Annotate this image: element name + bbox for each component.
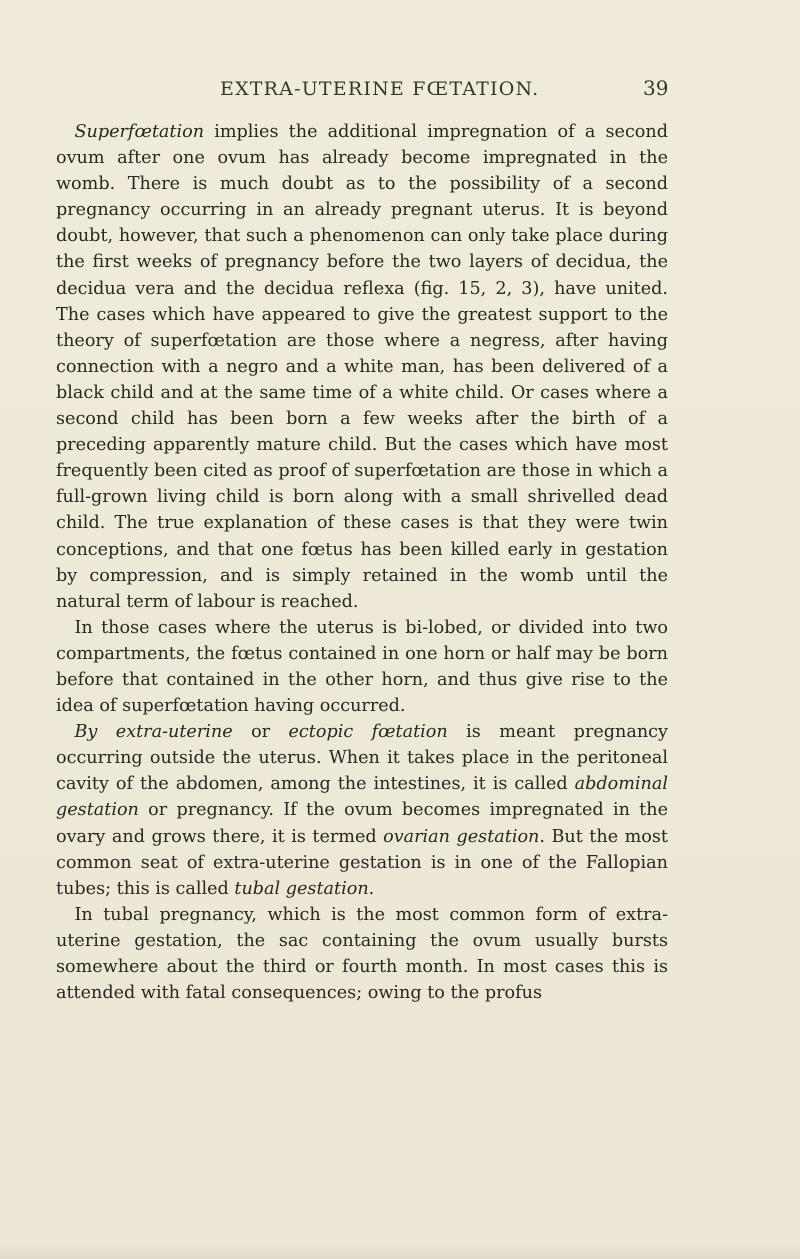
running-head: EXTRA-UTERINE FŒTATION.	[220, 78, 540, 100]
paragraph-text: .	[368, 878, 375, 899]
term-extra-uterine: By extra-uterine	[74, 722, 233, 743]
paragraph-bilobed-uterus: In those cases where the uterus is bi-lobed, or divided into two compartments, the fœtus contained in one horn or half may be born before that contained in the other horn, and thus give rise to the idea of superfœtation having occurred.	[56, 617, 668, 717]
body-text	[56, 119, 668, 1006]
paragraph-text: or	[232, 722, 289, 743]
term-ovarian-gestation: ovarian gestation	[383, 826, 540, 847]
paragraph-tubal-pregnancy: In tubal pregnancy, which is the most common form of extra-uterine gestation, the sac containing the ovum usually bursts somewhere about the third or fourth month. In most cases this is attended with fatal consequences; owing to the profus	[56, 904, 668, 1004]
paragraph-extra-uterine	[56, 719, 668, 902]
term-ectopic-foetation: ectopic fœtation	[288, 722, 448, 743]
paragraph-superfoetation	[56, 119, 668, 615]
scan-edge	[0, 1245, 800, 1259]
paragraph-text: or pregnancy. If the ovum becomes impregnated in the ovary and grows there, it is termed	[56, 800, 668, 847]
paragraph-text: is meant pregnancy occurring outside the uterus. When it takes place in the peritoneal cavity of the abdomen, among the intestines, it is called	[56, 722, 668, 795]
page-number: 39	[643, 76, 669, 100]
paragraph-text: implies the additional impregnation of a second ovum after one ovum has already become impregnated in the womb. There is much doubt as to the possibility of a second pregnancy occurring in an already pregnant uterus. It is beyond doubt, however, that such a phenomenon can only take place during the first weeks of pregnancy before the two layers of decidua, the decidua vera and the decidua reflexa (fig. 15, 2, 3), have united. The cases which have appeared to give the greatest support to the theory of superfœtation are those where a negress, after having connection with a negro and a white man, has been delivered of a black child and at the same time of a white child. Or cases where a second child has been born a few weeks after the birth of a preceding apparently mature child. But the cases which have most frequently been cited as proof of superfœtation are those in which a full-grown living child is born along with a small shrivelled dead child. The true explanation of these cases is that they were twin conceptions, and that one fœtus has been killed early in gestation by compression, and is simply retained in the womb until the natural term of labour is reached.	[56, 122, 668, 612]
term-abdominal-gestation: abdominal gestation	[56, 774, 668, 821]
paragraph-text: . But the most common seat of extra-uterine gestation is in one of the Fallopian tubes; this is called	[56, 826, 668, 899]
page-header	[168, 76, 668, 106]
term-tubal-gestation: tubal gestation	[234, 878, 369, 899]
term-superfoetation: Superfœtation	[74, 122, 205, 142]
